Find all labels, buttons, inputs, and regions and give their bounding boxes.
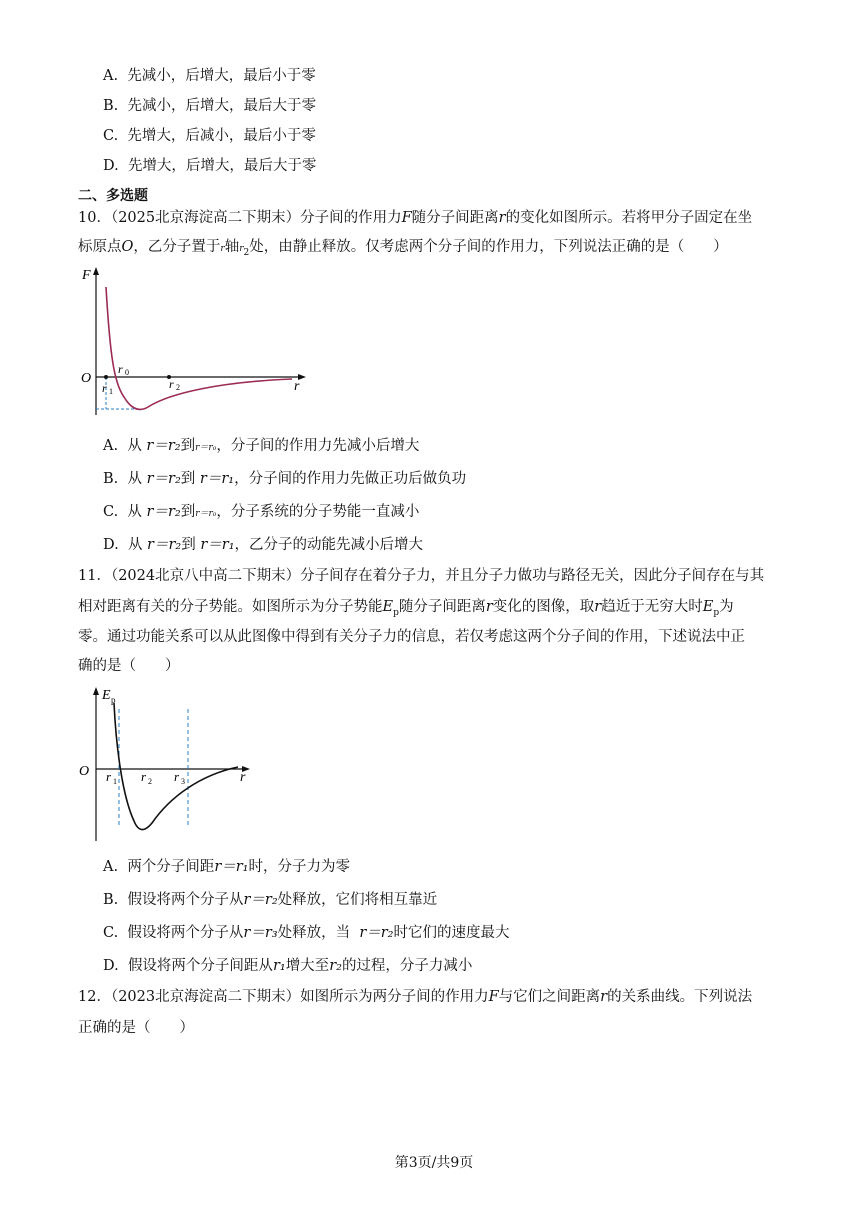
label-r0: r bbox=[118, 362, 123, 376]
option-letter: A. bbox=[103, 68, 119, 84]
option-text: 处释放，当 bbox=[277, 925, 351, 941]
q11-stem-line2 bbox=[78, 597, 734, 623]
option-text: ，分子系统的分子势能一直减小 bbox=[216, 504, 420, 520]
q10-stem-line1 bbox=[78, 208, 752, 228]
q10-option-c bbox=[103, 502, 419, 524]
subscript: p bbox=[713, 607, 720, 618]
q10-text: 处，由静止释放。仅考虑两个分子间的作用力，下列说法正确的是（ ） bbox=[249, 239, 728, 255]
option-text: 从 bbox=[127, 537, 143, 553]
option-text: 增大至 bbox=[285, 958, 330, 974]
q11-potential-graph bbox=[78, 685, 258, 845]
option-text: 的过程，分子力减小 bbox=[341, 958, 473, 974]
q10-force-graph bbox=[80, 265, 310, 425]
subscript: 2 bbox=[243, 247, 250, 258]
q10-stem-line2 bbox=[78, 237, 728, 263]
label-r3-sub: 3 bbox=[181, 777, 185, 786]
option-letter: D. bbox=[103, 158, 119, 174]
origin-label: O bbox=[79, 764, 90, 779]
option-math: r＝r₂ bbox=[147, 537, 182, 553]
label-r1: r bbox=[102, 381, 107, 395]
option-text: 从 bbox=[127, 504, 142, 520]
q11-option-d bbox=[103, 956, 472, 976]
q11-option-b bbox=[103, 890, 437, 910]
q11-text: 相对距离有关的分子势能。如图所示为分子势能 bbox=[78, 599, 383, 615]
option-text: 到 bbox=[180, 504, 196, 520]
option-letter: B. bbox=[103, 892, 119, 908]
q11-text: 变化的图像，取 bbox=[492, 599, 595, 615]
q9-option-a bbox=[103, 66, 316, 86]
origin-label: O bbox=[81, 371, 92, 386]
var-r: r bbox=[498, 210, 506, 226]
option-text: 到 bbox=[180, 471, 196, 487]
label-r1: r bbox=[106, 769, 112, 784]
option-math: r＝r₀ bbox=[195, 509, 217, 519]
q9-option-d bbox=[103, 156, 316, 176]
q11-option-c bbox=[103, 923, 510, 943]
page-footer: 第3页/共9页 bbox=[394, 1155, 474, 1171]
subscript: p bbox=[393, 607, 399, 618]
q11-stem-line1: 11．（2024北京八中高二下期末）分子间存在着分子力，并且分子力做功与路径无关，因此分子间存在与其 bbox=[78, 568, 765, 584]
option-letter: A. bbox=[103, 438, 119, 454]
var-r: r bbox=[600, 989, 608, 1005]
option-math: r₂ bbox=[329, 958, 342, 974]
option-text: 先减小，后增大，最后小于零 bbox=[127, 68, 316, 84]
label-r2: r bbox=[141, 769, 147, 784]
option-text: ，乙分子的动能先减小后增大 bbox=[234, 537, 424, 553]
option-text: ，分子间的作用力先做正功后做负功 bbox=[234, 471, 467, 487]
q9-option-c bbox=[103, 126, 316, 146]
q11-option-a bbox=[103, 857, 350, 877]
q11-stem-line4: 确的是（ ） bbox=[78, 658, 180, 674]
option-math: r＝r₃ bbox=[243, 925, 278, 941]
option-text: 处释放，它们将相互靠近 bbox=[277, 892, 438, 908]
var-r: r bbox=[594, 599, 602, 615]
option-math: r＝r₀ bbox=[195, 443, 217, 453]
option-letter: B. bbox=[103, 98, 119, 114]
option-math: r＝r₂ bbox=[146, 471, 181, 487]
section-title: 二、多选题 bbox=[78, 188, 148, 204]
option-text: 假设将两个分子从 bbox=[127, 925, 244, 941]
q11-stem-line3: 零。通过功能关系可以从此图像中得到有关分子力的信息，若仅考虑这两个分子间的作用，下述说法中正 bbox=[78, 629, 745, 645]
q11-text: 趋近于无穷大时 bbox=[601, 599, 703, 615]
option-letter: D. bbox=[103, 537, 119, 553]
var-F: F bbox=[401, 210, 412, 226]
option-text: 先减小，后增大，最后大于零 bbox=[127, 98, 316, 114]
q11-text: 为 bbox=[719, 599, 734, 615]
option-math: r＝r₂ bbox=[146, 504, 181, 520]
q10-option-b bbox=[103, 469, 466, 489]
option-letter: C. bbox=[103, 128, 119, 144]
option-letter: C. bbox=[103, 504, 119, 520]
axis-label-Ep: E bbox=[102, 688, 111, 703]
var-Ep: E bbox=[702, 599, 714, 615]
option-math: r₁ bbox=[272, 958, 286, 974]
axis-label-r: r bbox=[240, 770, 246, 785]
option-text: 先增大，后增大，最后大于零 bbox=[127, 158, 317, 174]
var-r: r bbox=[220, 244, 225, 254]
var-O: O bbox=[121, 239, 134, 255]
option-text: 假设将两个分子间距从 bbox=[127, 958, 273, 974]
label-r2-sub: 2 bbox=[148, 777, 152, 786]
option-text: 假设将两个分子从 bbox=[127, 892, 244, 908]
option-letter: B. bbox=[103, 471, 119, 487]
q10-option-d bbox=[103, 535, 423, 555]
option-text: 到 bbox=[180, 438, 196, 454]
axis-label-r: r bbox=[294, 379, 300, 394]
var-r: r bbox=[485, 599, 493, 615]
option-math: r＝r₁ bbox=[199, 471, 235, 487]
option-letter: A. bbox=[103, 859, 119, 875]
option-text: 两个分子间距 bbox=[127, 859, 215, 875]
axis-label-F: F bbox=[82, 268, 91, 283]
q12-text: 与它们之间距离 bbox=[498, 989, 601, 1005]
q10-text: 标原点 bbox=[78, 239, 122, 255]
axis-label-Ep-sub: p bbox=[111, 695, 116, 705]
q12-text: 的关系曲线。下列说法 bbox=[607, 989, 753, 1005]
var-F: F bbox=[488, 989, 499, 1005]
label-r2: r bbox=[169, 377, 174, 391]
option-text: 从 bbox=[127, 471, 142, 487]
option-math: r＝r₁ bbox=[200, 537, 235, 553]
option-math: r＝r₂ bbox=[146, 438, 181, 454]
q10-option-a bbox=[103, 436, 419, 458]
var-r2: r bbox=[239, 244, 244, 254]
label-r1-sub: 1 bbox=[109, 387, 113, 396]
option-letter: C. bbox=[103, 925, 119, 941]
option-text: 时，分子力为零 bbox=[248, 859, 350, 875]
q10-text: 随分子间距离 bbox=[411, 210, 499, 226]
option-letter: D. bbox=[103, 958, 119, 974]
label-r2-sub: 2 bbox=[176, 383, 180, 392]
q10-text: 10．（2025北京海淀高二下期末）分子间的作用力 bbox=[78, 210, 402, 226]
option-text: 时它们的速度最大 bbox=[393, 925, 510, 941]
q12-text: 12．（2023北京海淀高二下期末）如图所示为两分子间的作用力 bbox=[78, 989, 489, 1005]
option-text: ，分子间的作用力先减小后增大 bbox=[216, 438, 420, 454]
option-math: r＝r₂ bbox=[359, 925, 394, 941]
option-math: r＝r₁ bbox=[214, 859, 249, 875]
q9-option-b bbox=[103, 96, 316, 116]
q12-stem-line2: 正确的是（ ） bbox=[78, 1020, 194, 1036]
q10-text: 轴 bbox=[224, 239, 240, 255]
option-text: 先增大，后减小，最后小于零 bbox=[127, 128, 316, 144]
label-r1-sub: 1 bbox=[113, 777, 117, 786]
var-Ep: E bbox=[382, 599, 394, 615]
q10-text: 的变化如图所示。若将甲分子固定在坐 bbox=[505, 210, 753, 226]
q11-text: 随分子间距离 bbox=[398, 599, 486, 615]
option-text: 到 bbox=[181, 537, 196, 553]
q10-text: ，乙分子置于 bbox=[133, 239, 221, 255]
label-r0-sub: 0 bbox=[125, 368, 129, 377]
label-r3: r bbox=[174, 769, 180, 784]
option-math: r＝r₂ bbox=[243, 892, 278, 908]
option-text: 从 bbox=[127, 438, 142, 454]
q12-stem-line1 bbox=[78, 987, 752, 1007]
